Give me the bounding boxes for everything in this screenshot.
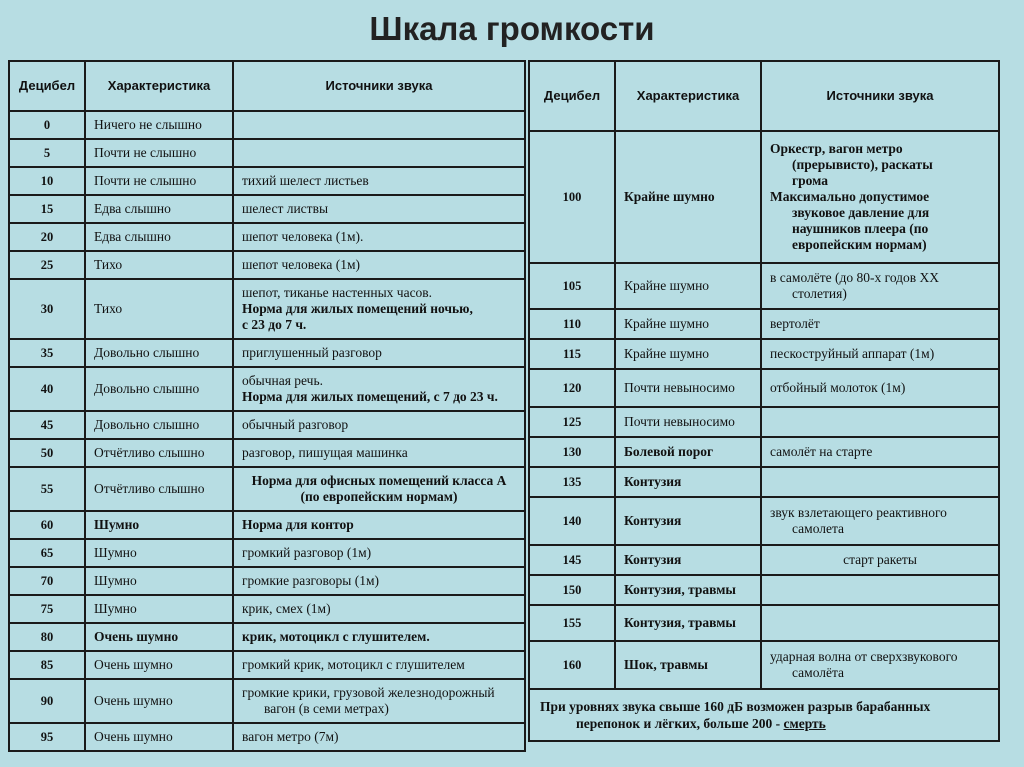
source-cell: крик, смех (1м) — [233, 595, 525, 623]
decibel-cell: 10 — [9, 167, 85, 195]
source-cell: разговор, пишущая машинка — [233, 439, 525, 467]
source-norm-text-line4: европейским нормам) — [792, 237, 927, 252]
characteristic-cell: Контузия — [615, 497, 761, 545]
table-row — [529, 339, 999, 369]
source-cell — [233, 139, 525, 167]
characteristic-cell: Крайне шумно — [615, 339, 761, 369]
table-row — [9, 511, 525, 539]
source-cell: громкий крик, мотоцикл с глушителем — [233, 651, 525, 679]
source-cell — [233, 367, 525, 411]
decibel-cell: 5 — [9, 139, 85, 167]
characteristic-cell: Крайне шумно — [615, 131, 761, 263]
decibel-cell: 125 — [529, 407, 615, 437]
source-cell: самолёт на старте — [761, 437, 999, 467]
characteristic-cell: Контузия — [615, 545, 761, 575]
source-cell — [233, 279, 525, 339]
characteristic-cell: Контузия — [615, 467, 761, 497]
table-row — [529, 575, 999, 605]
table-row — [9, 567, 525, 595]
table-row — [529, 131, 999, 263]
table-row — [9, 167, 525, 195]
decibel-cell: 75 — [9, 595, 85, 623]
characteristic-cell: Отчётливо слышно — [85, 439, 233, 467]
decibel-cell: 135 — [529, 467, 615, 497]
source-cell: громкие разговоры (1м) — [233, 567, 525, 595]
table-row — [9, 111, 525, 139]
characteristic-cell: Ничего не слышно — [85, 111, 233, 139]
table-row — [529, 369, 999, 407]
characteristic-cell: Тихо — [85, 251, 233, 279]
table-row — [529, 437, 999, 467]
table-row — [529, 545, 999, 575]
table-row — [9, 679, 525, 723]
source-text: ударная волна от сверхзвукового — [770, 649, 958, 664]
source-cell — [761, 131, 999, 263]
characteristic-cell: Очень шумно — [85, 679, 233, 723]
characteristic-cell: Очень шумно — [85, 723, 233, 751]
source-cell — [761, 575, 999, 605]
table-row — [9, 539, 525, 567]
characteristic-cell: Едва слышно — [85, 195, 233, 223]
source-norm-text: Норма для офисных помещений класса А — [251, 473, 507, 488]
decibel-cell: 155 — [529, 605, 615, 641]
characteristic-cell: Шок, травмы — [615, 641, 761, 689]
table-row — [9, 139, 525, 167]
characteristic-cell: Шумно — [85, 595, 233, 623]
note-row — [529, 689, 999, 741]
source-text-line3: грома — [792, 173, 828, 188]
source-cell — [233, 111, 525, 139]
characteristic-cell: Очень шумно — [85, 651, 233, 679]
source-cell: шепот человека (1м) — [233, 251, 525, 279]
characteristic-cell: Болевой порог — [615, 437, 761, 467]
note-text-line2 — [540, 715, 988, 732]
characteristic-cell: Отчётливо слышно — [85, 467, 233, 511]
table-row — [529, 497, 999, 545]
table-row — [9, 195, 525, 223]
table-row — [529, 641, 999, 689]
header-sound-source: Источники звука — [761, 61, 999, 131]
sound-scale-table-right — [528, 60, 1000, 742]
characteristic-cell: Довольно слышно — [85, 411, 233, 439]
table-row — [529, 309, 999, 339]
source-text: Оркестр, вагон метро — [770, 141, 903, 156]
characteristic-cell: Довольно слышно — [85, 339, 233, 367]
source-cell: отбойный молоток (1м) — [761, 369, 999, 407]
characteristic-cell: Контузия, травмы — [615, 605, 761, 641]
decibel-cell: 130 — [529, 437, 615, 467]
source-norm-text-line3: наушников плеера (по — [792, 221, 929, 236]
sound-scale-table-left — [8, 60, 526, 752]
decibel-cell: 30 — [9, 279, 85, 339]
source-text-line2: вагон (в семи метрах) — [264, 701, 389, 716]
table-row — [9, 251, 525, 279]
source-cell: шепот человека (1м). — [233, 223, 525, 251]
decibel-cell: 95 — [9, 723, 85, 751]
source-cell: громкий разговор (1м) — [233, 539, 525, 567]
source-text-line2: самолета — [792, 521, 845, 536]
decibel-cell: 35 — [9, 339, 85, 367]
source-cell — [233, 679, 525, 723]
characteristic-cell: Почти не слышно — [85, 139, 233, 167]
source-norm-text-line2: с 23 до 7 ч. — [242, 317, 307, 332]
table-row — [529, 407, 999, 437]
source-cell: тихий шелест листьев — [233, 167, 525, 195]
decibel-cell: 20 — [9, 223, 85, 251]
characteristic-cell: Контузия, травмы — [615, 575, 761, 605]
table-row — [9, 467, 525, 511]
table-row — [9, 411, 525, 439]
source-cell: вертолёт — [761, 309, 999, 339]
death-link: смерть — [783, 716, 826, 731]
header-row — [529, 61, 999, 131]
table-row — [529, 467, 999, 497]
decibel-cell: 50 — [9, 439, 85, 467]
table-row — [9, 367, 525, 411]
note-text-part: перепонок и лёгких, больше 200 - — [576, 716, 784, 731]
source-norm-text: Норма для жилых помещений ночью, — [242, 301, 473, 316]
decibel-cell: 55 — [9, 467, 85, 511]
decibel-cell: 110 — [529, 309, 615, 339]
header-characteristic: Характеристика — [85, 61, 233, 111]
source-cell: приглушенный разговор — [233, 339, 525, 367]
table-row — [529, 263, 999, 309]
characteristic-cell: Шумно — [85, 511, 233, 539]
characteristic-cell: Крайне шумно — [615, 309, 761, 339]
table-row — [9, 339, 525, 367]
source-text-line2: столетия) — [792, 286, 847, 301]
table-row — [9, 723, 525, 751]
source-cell — [761, 497, 999, 545]
characteristic-cell: Тихо — [85, 279, 233, 339]
note-cell — [529, 689, 999, 741]
header-row — [9, 61, 525, 111]
header-decibel: Децибел — [529, 61, 615, 131]
source-norm-text-line2: (по европейским нормам) — [300, 489, 458, 504]
source-cell — [233, 467, 525, 511]
source-cell — [761, 263, 999, 309]
characteristic-cell: Почти невыносимо — [615, 369, 761, 407]
source-norm-text-line2: звуковое давление для — [792, 205, 930, 220]
decibel-cell: 15 — [9, 195, 85, 223]
source-cell: пескоструйный аппарат (1м) — [761, 339, 999, 369]
source-text: обычная речь. — [242, 373, 324, 388]
characteristic-cell: Очень шумно — [85, 623, 233, 651]
decibel-cell: 115 — [529, 339, 615, 369]
source-text: громкие крики, грузовой железнодорожный — [242, 685, 495, 700]
characteristic-cell: Крайне шумно — [615, 263, 761, 309]
decibel-cell: 45 — [9, 411, 85, 439]
source-norm-text: Норма для жилых помещений, с 7 до 23 ч. — [242, 389, 498, 404]
decibel-cell: 85 — [9, 651, 85, 679]
characteristic-cell: Шумно — [85, 567, 233, 595]
table-row — [9, 279, 525, 339]
source-cell: вагон метро (7м) — [233, 723, 525, 751]
source-cell — [761, 605, 999, 641]
source-cell — [761, 641, 999, 689]
characteristic-cell: Шумно — [85, 539, 233, 567]
source-cell: обычный разговор — [233, 411, 525, 439]
decibel-cell: 160 — [529, 641, 615, 689]
header-characteristic: Характеристика — [615, 61, 761, 131]
decibel-cell: 0 — [9, 111, 85, 139]
header-decibel: Децибел — [9, 61, 85, 111]
characteristic-cell: Почти невыносимо — [615, 407, 761, 437]
decibel-cell: 65 — [9, 539, 85, 567]
decibel-cell: 70 — [9, 567, 85, 595]
table-row — [9, 651, 525, 679]
note-text: При уровнях звука свыше 160 дБ возможен разрыв барабанных — [540, 699, 931, 714]
decibel-cell: 105 — [529, 263, 615, 309]
decibel-cell: 120 — [529, 369, 615, 407]
table-row — [9, 623, 525, 651]
source-norm-text: Максимально допустимое — [770, 189, 930, 204]
source-cell: крик, мотоцикл с глушителем. — [233, 623, 525, 651]
decibel-cell: 60 — [9, 511, 85, 539]
source-text-line2: (прерывисто), раскаты — [792, 157, 933, 172]
source-cell — [761, 407, 999, 437]
source-cell: шелест листвы — [233, 195, 525, 223]
source-cell — [761, 467, 999, 497]
source-text: шепот, тиканье настенных часов. — [242, 285, 433, 300]
source-text: звук взлетающего реактивного — [770, 505, 947, 520]
decibel-cell: 100 — [529, 131, 615, 263]
decibel-cell: 150 — [529, 575, 615, 605]
characteristic-cell: Довольно слышно — [85, 367, 233, 411]
table-row — [9, 223, 525, 251]
characteristic-cell: Едва слышно — [85, 223, 233, 251]
page-title: Шкала громкости — [369, 10, 655, 47]
source-cell: Норма для контор — [233, 511, 525, 539]
table-row — [9, 595, 525, 623]
table-row — [9, 439, 525, 467]
decibel-cell: 40 — [9, 367, 85, 411]
table-row — [529, 605, 999, 641]
source-text-line2: самолёта — [792, 665, 845, 680]
source-text: в самолёте (до 80-х годов XX — [770, 270, 940, 285]
header-sound-source: Источники звука — [233, 61, 525, 111]
source-cell: старт ракеты — [761, 545, 999, 575]
decibel-cell: 140 — [529, 497, 615, 545]
decibel-cell: 25 — [9, 251, 85, 279]
decibel-cell: 145 — [529, 545, 615, 575]
decibel-cell: 90 — [9, 679, 85, 723]
decibel-cell: 80 — [9, 623, 85, 651]
characteristic-cell: Почти не слышно — [85, 167, 233, 195]
